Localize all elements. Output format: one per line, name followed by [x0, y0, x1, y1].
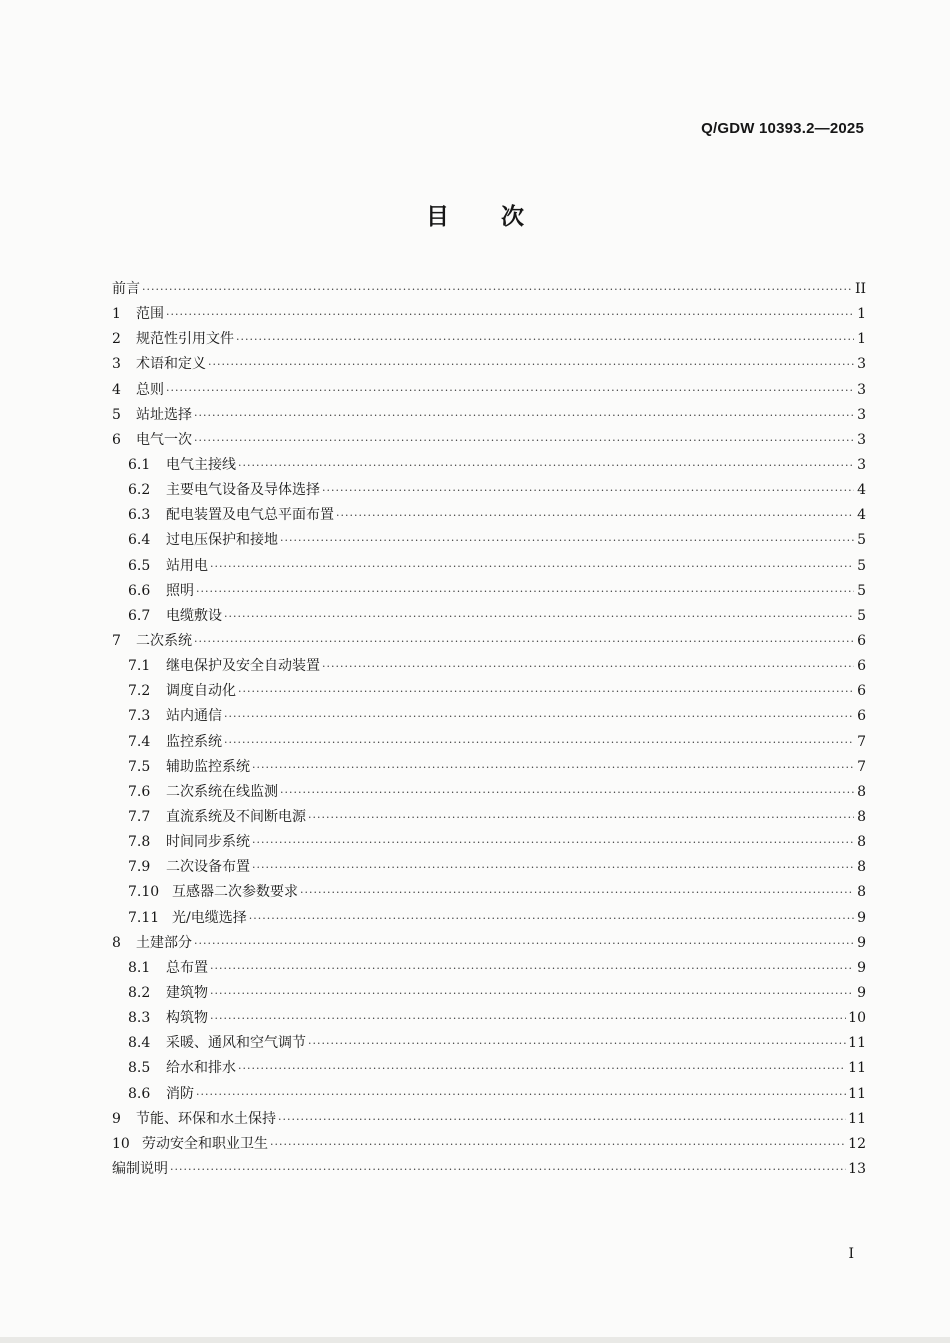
toc-entry-title: 辅助监控系统	[166, 758, 250, 775]
toc-dot-leader	[194, 629, 854, 654]
toc-dot-leader	[238, 1056, 846, 1081]
toc-entry-number: 7.5	[128, 758, 151, 775]
toc-entry[interactable]	[112, 302, 866, 327]
toc-entry[interactable]	[112, 528, 866, 553]
toc-entry-title: 光/电缆选择	[172, 909, 247, 926]
toc-dot-leader	[238, 453, 854, 478]
toc-dot-leader	[224, 604, 854, 629]
table-of-contents	[112, 277, 866, 1182]
toc-entry-number: 10	[112, 1135, 130, 1152]
toc-entry-title: 二次系统	[136, 632, 192, 649]
toc-dot-leader	[308, 805, 854, 830]
toc-entry-title: 电气一次	[136, 431, 192, 448]
toc-entry-title: 过电压保护和接地	[166, 532, 278, 549]
toc-entry[interactable]	[112, 1107, 866, 1132]
toc-entry-page: 7	[857, 733, 866, 750]
toc-entry-page: 5	[857, 532, 866, 549]
toc-entry-title: 编制说明	[112, 1160, 168, 1177]
toc-entry-number: 8.6	[128, 1085, 151, 1102]
toc-entry-number: 7	[112, 632, 121, 649]
toc-entry[interactable]	[112, 679, 866, 704]
toc-entry-title: 电缆敷设	[166, 607, 222, 624]
toc-entry-page: 3	[857, 406, 866, 423]
toc-entry-title: 给水和排水	[166, 1060, 236, 1077]
toc-entry[interactable]	[112, 1006, 866, 1031]
toc-dot-leader	[196, 1082, 846, 1107]
toc-dot-leader	[224, 704, 854, 729]
toc-dot-leader	[238, 679, 854, 704]
toc-entry-number: 6.1	[128, 456, 151, 473]
toc-entry-title: 照明	[166, 582, 194, 599]
toc-entry-page: 11	[848, 1085, 866, 1102]
toc-title	[0, 198, 950, 231]
toc-entry-title: 范围	[136, 306, 164, 323]
toc-dot-leader	[280, 780, 854, 805]
toc-entry[interactable]	[112, 554, 866, 579]
toc-entry-page: 6	[857, 708, 866, 725]
toc-entry[interactable]	[112, 880, 866, 905]
toc-entry-number: 7.11	[128, 909, 160, 926]
toc-entry-title: 规范性引用文件	[136, 331, 234, 348]
toc-entry-page: 9	[857, 959, 866, 976]
toc-entry[interactable]	[112, 478, 866, 503]
toc-entry-number: 4	[112, 381, 121, 398]
toc-entry-page: 1	[857, 331, 866, 348]
toc-entry[interactable]	[112, 1031, 866, 1056]
toc-dot-leader	[194, 403, 854, 428]
toc-entry-page: 10	[848, 1010, 866, 1027]
toc-dot-leader	[280, 528, 854, 553]
toc-entry[interactable]	[112, 503, 866, 528]
toc-dot-leader	[166, 378, 854, 403]
toc-title-char-2: 次	[501, 204, 524, 230]
toc-entry-page: 9	[857, 984, 866, 1001]
toc-entry[interactable]	[112, 378, 866, 403]
toc-dot-leader	[194, 428, 854, 453]
toc-entry-number: 6.2	[128, 482, 151, 499]
toc-entry-page: 5	[857, 582, 866, 599]
toc-entry-number: 7.6	[128, 783, 151, 800]
toc-entry-number: 7.8	[128, 834, 151, 851]
toc-entry-number: 8.4	[128, 1035, 151, 1052]
toc-entry-page: 3	[857, 356, 866, 373]
toc-entry[interactable]	[112, 780, 866, 805]
toc-entry[interactable]	[112, 830, 866, 855]
toc-entry-number: 7.4	[128, 733, 151, 750]
toc-entry-title: 调度自动化	[166, 683, 236, 700]
page-number: I	[848, 1246, 854, 1262]
toc-entry[interactable]	[112, 403, 866, 428]
toc-entry-page: 11	[848, 1060, 866, 1077]
toc-dot-leader	[210, 1006, 846, 1031]
toc-entry[interactable]	[112, 277, 866, 302]
toc-entry-page: 8	[857, 808, 866, 825]
toc-entry-page: 6	[857, 683, 866, 700]
toc-entry-page: 11	[848, 1110, 866, 1127]
toc-entry-page: 9	[857, 909, 866, 926]
toc-entry-number: 7.2	[128, 683, 151, 700]
toc-entry-number: 7.9	[128, 859, 151, 876]
toc-dot-leader	[210, 981, 854, 1006]
toc-entry-number: 7.10	[128, 884, 160, 901]
toc-entry-page: 3	[857, 381, 866, 398]
toc-entry[interactable]	[112, 629, 866, 654]
toc-entry-number: 6.7	[128, 607, 151, 624]
toc-entry-number: 7.3	[128, 708, 151, 725]
toc-entry[interactable]	[112, 931, 866, 956]
toc-entry-number: 8	[112, 934, 121, 951]
toc-entry-title: 建筑物	[166, 984, 208, 1001]
toc-entry-title: 站内通信	[166, 708, 222, 725]
toc-entry-title: 总布置	[166, 959, 208, 976]
toc-entry-number: 1	[112, 306, 121, 323]
toc-entry-number: 6	[112, 431, 121, 448]
toc-entry[interactable]	[112, 855, 866, 880]
toc-dot-leader	[166, 302, 854, 327]
toc-dot-leader	[322, 478, 854, 503]
toc-entry-number: 3	[112, 356, 121, 373]
toc-dot-leader	[170, 1157, 846, 1182]
toc-entry-title: 采暖、通风和空气调节	[166, 1035, 306, 1052]
toc-entry-title: 术语和定义	[136, 356, 206, 373]
toc-entry[interactable]	[112, 604, 866, 629]
toc-entry[interactable]	[112, 956, 866, 981]
toc-entry-title: 配电装置及电气总平面布置	[166, 507, 334, 524]
toc-entry-page: 6	[857, 632, 866, 649]
toc-dot-leader	[308, 1031, 846, 1056]
toc-entry-page: 9	[857, 934, 866, 951]
toc-dot-leader	[236, 327, 854, 352]
toc-entry-title: 前言	[112, 281, 140, 297]
toc-entry-title: 监控系统	[166, 733, 222, 750]
toc-entry-page: 6	[857, 658, 866, 675]
toc-dot-leader	[252, 855, 854, 880]
toc-entry-title: 二次系统在线监测	[166, 783, 278, 800]
toc-entry-page: 4	[857, 507, 866, 524]
toc-dot-leader	[194, 931, 854, 956]
toc-entry-title: 站用电	[166, 557, 208, 574]
toc-entry[interactable]	[112, 1157, 866, 1182]
toc-entry-title: 主要电气设备及导体选择	[166, 482, 320, 499]
toc-dot-leader	[210, 956, 854, 981]
toc-entry-page: 8	[857, 783, 866, 800]
toc-entry-title: 总则	[136, 381, 164, 398]
toc-entry-number: 7.1	[128, 658, 151, 675]
toc-entry-title: 二次设备布置	[166, 859, 250, 876]
toc-dot-leader	[270, 1132, 846, 1157]
toc-entry-number: 9	[112, 1110, 121, 1127]
toc-entry[interactable]	[112, 1132, 866, 1157]
toc-entry[interactable]	[112, 579, 866, 604]
toc-entry[interactable]	[112, 1056, 866, 1081]
toc-entry-title: 消防	[166, 1085, 194, 1102]
toc-entry-page: 13	[848, 1160, 866, 1177]
toc-entry-title: 互感器二次参数要求	[172, 884, 298, 901]
toc-entry-number: 8.1	[128, 959, 151, 976]
toc-dot-leader	[210, 554, 854, 579]
toc-entry-number: 8.3	[128, 1010, 151, 1027]
toc-entry-title: 节能、环保和水土保持	[136, 1110, 276, 1127]
toc-entry-page: 8	[857, 834, 866, 851]
toc-entry-title: 直流系统及不间断电源	[166, 808, 306, 825]
toc-entry-title: 劳动安全和职业卫生	[142, 1135, 268, 1152]
toc-entry[interactable]	[112, 704, 866, 729]
toc-dot-leader	[336, 503, 854, 528]
toc-entry[interactable]	[112, 327, 866, 352]
toc-dot-leader	[300, 880, 854, 905]
toc-entry[interactable]	[112, 1082, 866, 1107]
toc-dot-leader	[142, 277, 853, 302]
toc-entry-page: 5	[857, 557, 866, 574]
toc-entry-number: 7.7	[128, 808, 151, 825]
page-bottom-edge	[0, 1337, 950, 1343]
toc-entry-number: 8.2	[128, 984, 151, 1001]
toc-entry-title: 时间同步系统	[166, 834, 250, 851]
toc-entry-page: 8	[857, 884, 866, 901]
toc-entry-page: 3	[857, 431, 866, 448]
toc-entry-page: 11	[848, 1035, 866, 1052]
toc-entry[interactable]	[112, 352, 866, 377]
toc-dot-leader	[249, 906, 854, 931]
toc-dot-leader	[252, 755, 854, 780]
toc-entry-page: 4	[857, 482, 866, 499]
toc-title-char-1: 目	[426, 204, 449, 230]
toc-entry[interactable]	[112, 453, 866, 478]
toc-dot-leader	[196, 579, 854, 604]
toc-entry-page: 5	[857, 607, 866, 624]
toc-entry-number: 6.4	[128, 532, 151, 549]
toc-entry-number: 5	[112, 406, 121, 423]
toc-entry[interactable]	[112, 428, 866, 453]
toc-entry[interactable]	[112, 906, 866, 931]
toc-entry-page: 1	[857, 306, 866, 323]
toc-entry-number: 6.5	[128, 557, 151, 574]
toc-entry-number: 2	[112, 331, 121, 348]
toc-entry-page: 12	[848, 1135, 866, 1152]
toc-dot-leader	[322, 654, 854, 679]
toc-entry-title: 土建部分	[136, 934, 192, 951]
toc-entry[interactable]	[112, 755, 866, 780]
toc-entry-title: 构筑物	[166, 1010, 208, 1027]
toc-entry[interactable]	[112, 981, 866, 1006]
toc-dot-leader	[224, 730, 854, 755]
toc-entry-number: 6.6	[128, 582, 151, 599]
toc-dot-leader	[252, 830, 854, 855]
toc-entry-page: 7	[857, 758, 866, 775]
toc-entry-number: 8.5	[128, 1060, 151, 1077]
toc-entry-title: 继电保护及安全自动装置	[166, 658, 320, 675]
toc-entry-title: 电气主接线	[166, 456, 236, 473]
toc-dot-leader	[278, 1107, 846, 1132]
toc-entry[interactable]	[112, 730, 866, 755]
toc-entry[interactable]	[112, 654, 866, 679]
document-code: Q/GDW 10393.2—2025	[701, 120, 864, 137]
toc-entry-page: II	[854, 281, 866, 297]
toc-dot-leader	[208, 352, 854, 377]
toc-entry[interactable]	[112, 805, 866, 830]
toc-entry-page: 8	[857, 859, 866, 876]
toc-entry-title: 站址选择	[136, 406, 192, 423]
toc-entry-page: 3	[857, 456, 866, 473]
toc-entry-number: 6.3	[128, 507, 151, 524]
